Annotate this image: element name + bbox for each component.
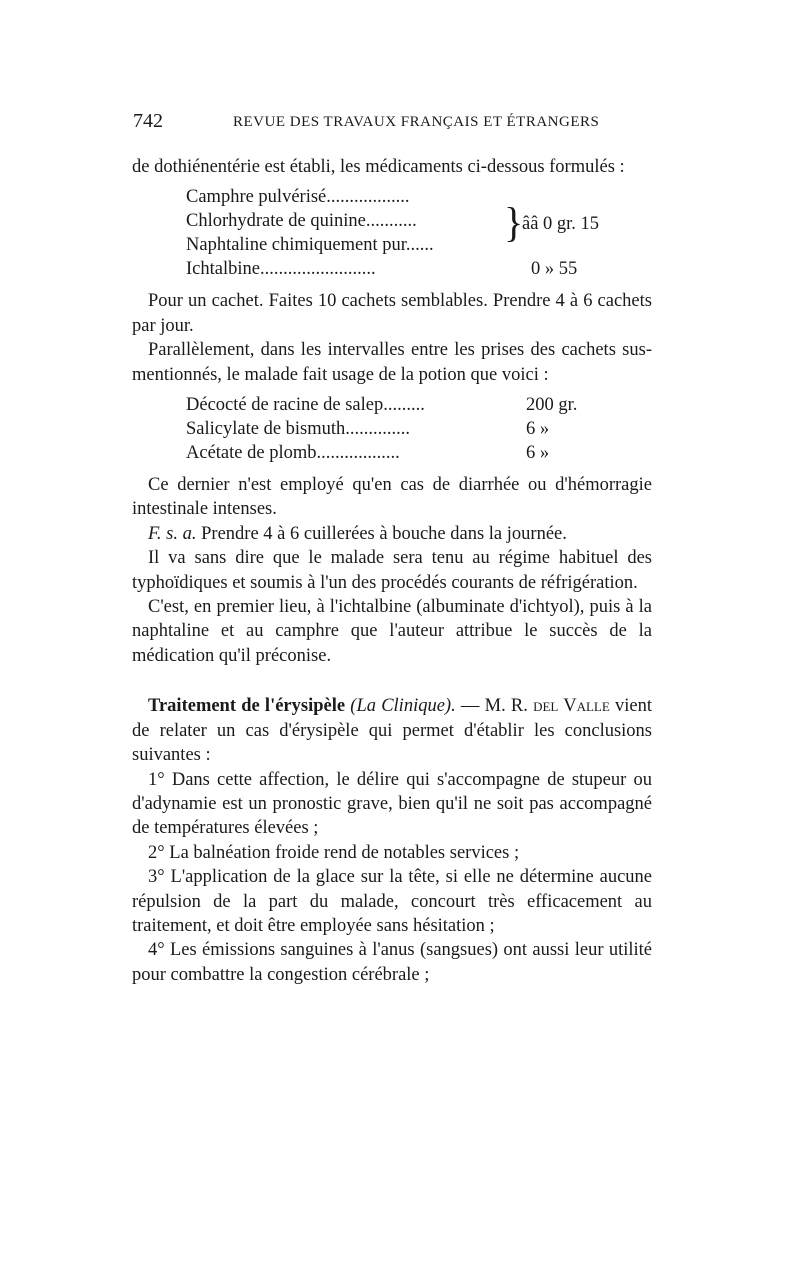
brace-symbol: } xyxy=(504,199,524,247)
author-name: del Valle xyxy=(533,696,610,717)
recipe-item: Salicylate de bismuth.............. 6 » xyxy=(186,419,550,440)
paragraph-7: C'est, en premier lieu, à l'ichtalbine (albuminate d'ichtyol), puis à la naphtaline et au camphre que l'auteur attribue le succès de la médication qu'il préconise. xyxy=(132,597,652,666)
recipe-item: Acétate de plomb.................. 6 » xyxy=(186,443,550,464)
recipe-item: Décocté de racine de salep......... 200 gr. xyxy=(186,395,578,416)
section-title: Traitement de l'érysipèle xyxy=(148,696,346,717)
page-number: 742 xyxy=(133,110,163,132)
conclusion-1: 1° Dans cette affection, le délire qui s'accompagne de stupeur ou d'adynamie est un pronostic grave, bien qu'il ne soit pas accompagné de températures élevées ; xyxy=(132,769,652,839)
section-intro: Traitement de l'érysipèle (La Clinique). — M. R. del Valle vient de relater un cas d'érysipèle qui permet d'établir les conclusions suivantes : xyxy=(132,696,653,766)
recipe-item: Camphre pulvérisé.................. xyxy=(186,187,410,208)
paragraph-3: Parallèlement, dans les intervalles entre les prises des cachets sus-mentionnés, le malade fait usage de la potion que voici : xyxy=(132,340,652,385)
paragraph-5: F. s. a. Prendre 4 à 6 cuillerées à bouche dans la journée. xyxy=(148,523,567,544)
body-text xyxy=(132,155,652,987)
recipe-item: Naphtaline chimiquement pur...... xyxy=(186,235,434,256)
conclusion-2: 2° La balnéation froide rend de notables services ; xyxy=(148,842,520,863)
recipe-item: Ichtalbine......................... 0 » 55 xyxy=(186,259,578,280)
recipe-item: Chlorhydrate de quinine........... xyxy=(186,211,417,232)
paragraph-1: de dothiénentérie est établi, les médicaments ci-dessous formulés : xyxy=(132,157,625,177)
running-head: REVUE DES TRAVAUX FRANÇAIS ET ÉTRANGERS xyxy=(233,114,600,130)
paragraph-6: Il va sans dire que le malade sera tenu au régime habituel des typhoïdiques et soumis à l'un des procédés courants de réfrigération. xyxy=(132,548,652,593)
recipe-potion xyxy=(186,393,652,465)
page-header xyxy=(133,110,673,140)
conclusion-3: 3° L'application de la glace sur la tête, si elle ne détermine aucune répulsion de la part du malade, concourt très efficacement au traitement, et doit être employée sans hésitation ; xyxy=(132,867,652,936)
paragraph-4: Ce dernier n'est employé qu'en cas de diarrhée ou d'hémorragie intestinale intenses. xyxy=(132,475,652,520)
conclusion-4: 4° Les émissions sanguines à l'anus (sangsues) ont aussi leur utilité pour combattre la congestion cérébrale ; xyxy=(132,940,652,985)
section-source: (La Clinique). xyxy=(350,696,456,717)
recipe-cachets xyxy=(186,185,652,281)
shared-quantity: ââ 0 gr. 15 xyxy=(522,214,600,235)
paragraph-2: Pour un cachet. Faites 10 cachets semblables. Prendre 4 à 6 cachets par jour. xyxy=(132,291,652,336)
